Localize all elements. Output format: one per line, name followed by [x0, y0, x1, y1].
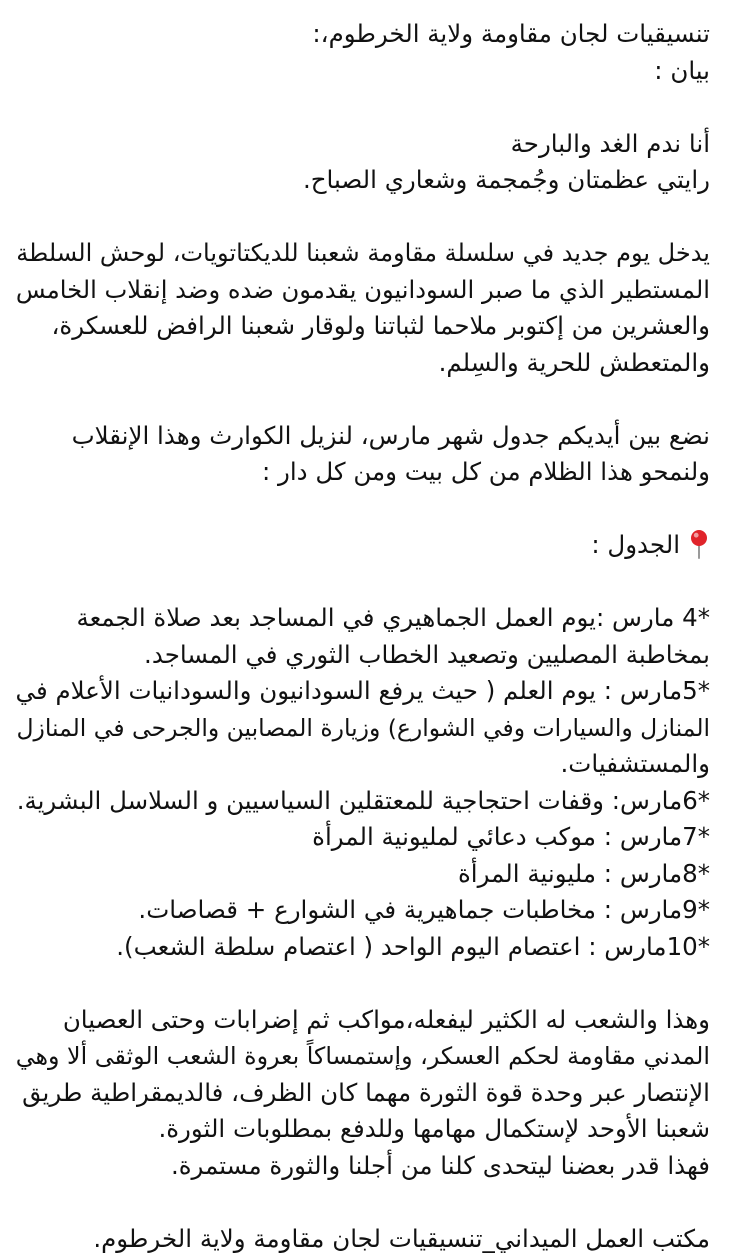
schedule-line: *4 مارس :يوم العمل الجماهيري في المساجد بعد صلاة الجمعة [16, 600, 710, 637]
signature-block [16, 1221, 710, 1257]
schedule-line: *8مارس : مليونية المرأة [16, 856, 710, 893]
poem-block [16, 126, 710, 199]
schedule-heading [16, 527, 710, 564]
document-title: تنسيقيات لجان مقاومة ولاية الخرطوم،: [16, 16, 710, 53]
poem-line: رايتي عظمتان وجُمجمة وشعاري الصباح. [16, 162, 710, 199]
schedule-heading-label: الجدول : [591, 530, 680, 559]
statement-label: بيان : [16, 53, 710, 90]
schedule-line: *6مارس: وقفات احتجاجية للمعتقلين السياسيين و السلاسل البشرية. [16, 783, 710, 820]
intro-line: يدخل يوم جديد في سلسلة مقاومة شعبنا للديكتاتويات، لوحش السلطة [16, 235, 710, 272]
schedule-line: بمخاطبة المصليين وتصعيد الخطاب الثوري في المساجد. [16, 637, 710, 674]
intro-paragraph [16, 235, 710, 381]
paragraph-gap [16, 491, 710, 528]
paragraph-gap [16, 1184, 710, 1221]
paragraph-gap [16, 381, 710, 418]
intro-line: المستطير الذي ما صبر السودانيون يقدمون ضده وضد إنقلاب الخامس [16, 272, 710, 309]
closing-line: فهذا قدر بعضنا ليتحدى كلنا من أجلنا والثورة مستمرة. [16, 1148, 710, 1185]
closing-line: الإنتصار عبر وحدة قوة الثورة مهما كان الظرف، فالديمقراطية طريق [16, 1075, 710, 1112]
schedule-line: *10مارس : اعتصام اليوم الواحد ( اعتصام سلطة الشعب). [16, 929, 710, 966]
closing-line: المدني مقاومة لحكم العسكر، وإستمساكاً بعروة الشعب الوثقى ألا وهي [16, 1038, 710, 1075]
intro-line: والمتعطش للحرية والسِلم. [16, 345, 710, 382]
schedule-list [16, 600, 710, 965]
schedule-intro-line: ولنمحو هذا الظلام من كل بيت ومن كل دار : [16, 454, 710, 491]
schedule-intro-line: نضع بين أيديكم جدول شهر مارس، لنزيل الكوارث وهذا الإنقلاب [16, 418, 710, 455]
paragraph-gap [16, 89, 710, 126]
schedule-line: *5مارس : يوم العلم ( حيث يرفع السودانيون والسودانيات الأعلام في [16, 673, 710, 710]
header-block [16, 16, 710, 89]
schedule-line: *9مارس : مخاطبات جماهيرية في الشوارع + قصاصات. [16, 892, 710, 929]
closing-line: شعبنا الأوحد لإستكمال مهامها وللدفع بمطلوبات الثورة. [16, 1111, 710, 1148]
schedule-heading-line [16, 527, 710, 564]
paragraph-gap [16, 564, 710, 601]
intro-line: والعشرين من إكتوبر ملاحما لثباتنا ولوقار شعبنا الرافض للعسكرة، [16, 308, 710, 345]
schedule-line: المنازل والسيارات وفي الشوارع) وزيارة المصابين والجرحى في المنازل [16, 710, 710, 747]
paragraph-gap [16, 199, 710, 236]
closing-line: وهذا والشعب له الكثير ليفعله،مواكب ثم إضرابات وحتى العصيان [16, 1002, 710, 1039]
signature-line: مكتب العمل الميداني_تنسيقيات لجان مقاومة ولاية الخرطوم. [16, 1221, 710, 1257]
schedule-line: *7مارس : موكب دعائي لمليونية المرأة [16, 819, 710, 856]
schedule-line: والمستشفيات. [16, 746, 710, 783]
schedule-intro-paragraph [16, 418, 710, 491]
closing-paragraph [16, 1002, 710, 1185]
round-pushpin-icon [688, 529, 710, 559]
paragraph-gap [16, 965, 710, 1002]
poem-line: أنا ندم الغد والبارحة [16, 126, 710, 163]
